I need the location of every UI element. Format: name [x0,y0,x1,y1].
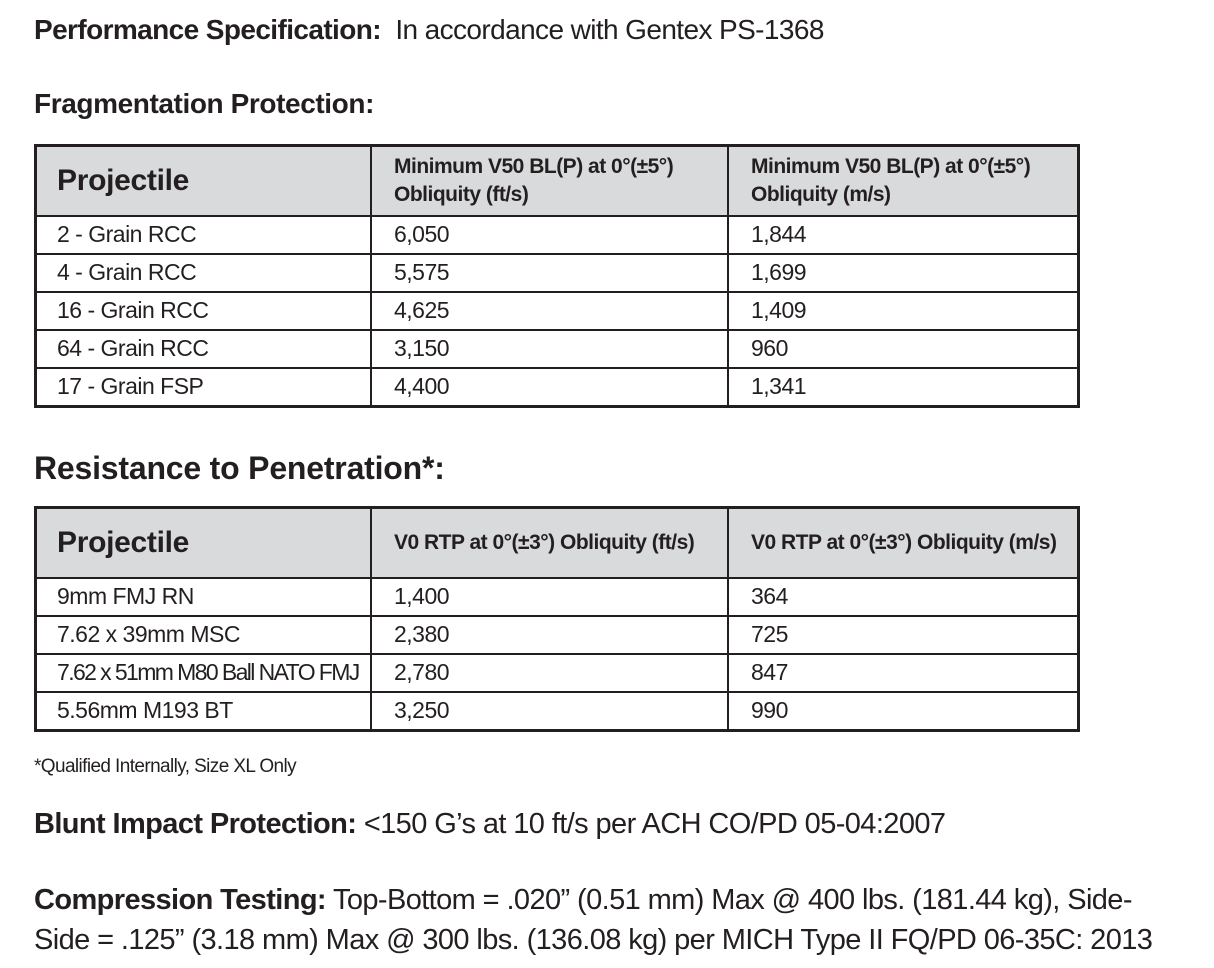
ms-cell: 1,844 [728,216,1079,254]
performance-spec-label: Performance Specification [34,14,373,45]
ms-cell: 847 [728,654,1079,692]
ms-cell: 1,699 [728,254,1079,292]
blunt-impact [34,808,945,841]
projectile-cell: 9mm FMJ RN [36,578,372,616]
table-row [36,368,1079,407]
projectile-cell: 5.56mm M193 BT [36,692,372,731]
ms-cell: 725 [728,616,1079,654]
penetration-table [34,506,1080,732]
penetration-heading: Resistance to Penetration*: [34,450,445,486]
column-header-ms: V0 RTP at 0°(±3°) Obliquity (m/s) [728,508,1079,578]
fts-cell: 3,250 [371,692,728,731]
ms-cell: 1,409 [728,292,1079,330]
fts-cell: 4,400 [371,368,728,407]
table-row [36,330,1079,368]
column-header-projectile: Projectile [36,146,372,216]
projectile-cell: 7.62 x 51mm M80 Ball NATO FMJ [36,654,372,692]
table-row [36,692,1079,731]
table-header-row [36,508,1079,578]
compression-testing [34,880,1174,960]
compression-text: Top-Bottom = .020” (0.51 mm) Max @ 400 lbs. (181.44 kg), Side-Side = .125” (3.18 mm) Max @ 300 lbs. (136.08 kg) per MICH Type II FQ/PD 06-35C: 2013 [34,884,1153,956]
projectile-cell: 64 - Grain RCC [36,330,372,368]
table-row [36,654,1079,692]
table-header-row [36,146,1079,216]
projectile-cell: 4 - Grain RCC [36,254,372,292]
ms-cell: 990 [728,692,1079,731]
table-row [36,292,1079,330]
fts-cell: 6,050 [371,216,728,254]
table-row [36,216,1079,254]
blunt-impact-text: <150 G’s at 10 ft/s per ACH CO/PD 05-04:2007 [363,808,946,840]
column-header-projectile: Projectile [36,508,372,578]
fragmentation-table [34,144,1080,408]
fts-cell: 2,780 [371,654,728,692]
fts-cell: 1,400 [371,578,728,616]
table-row [36,254,1079,292]
projectile-cell: 2 - Grain RCC [36,216,372,254]
fts-cell: 2,380 [371,616,728,654]
blunt-impact-label: Blunt Impact Protection: [34,808,357,840]
penetration-footnote: *Qualified Internally, Size XL Only [34,756,297,777]
ms-cell: 1,341 [728,368,1079,407]
table-row [36,578,1079,616]
performance-spec: Performance Specification: In accordance with Gentex PS-1368 [34,14,824,45]
fragmentation-heading: Fragmentation Protection: [34,88,375,119]
column-header-ms: Minimum V50 BL(P) at 0°(±5°) Obliquity (m/s) [728,146,1079,216]
fts-cell: 5,575 [371,254,728,292]
fts-cell: 3,150 [371,330,728,368]
performance-spec-text: In accordance with Gentex PS-1368 [395,14,824,45]
table-row [36,616,1079,654]
projectile-cell: 16 - Grain RCC [36,292,372,330]
projectile-cell: 7.62 x 39mm MSC [36,616,372,654]
ms-cell: 364 [728,578,1079,616]
projectile-cell: 17 - Grain FSP [36,368,372,407]
fts-cell: 4,625 [371,292,728,330]
column-header-fts: Minimum V50 BL(P) at 0°(±5°) Obliquity (ft/s) [371,146,728,216]
ms-cell: 960 [728,330,1079,368]
column-header-fts: V0 RTP at 0°(±3°) Obliquity (ft/s) [371,508,728,578]
compression-label: Compression Testing: [34,884,326,916]
